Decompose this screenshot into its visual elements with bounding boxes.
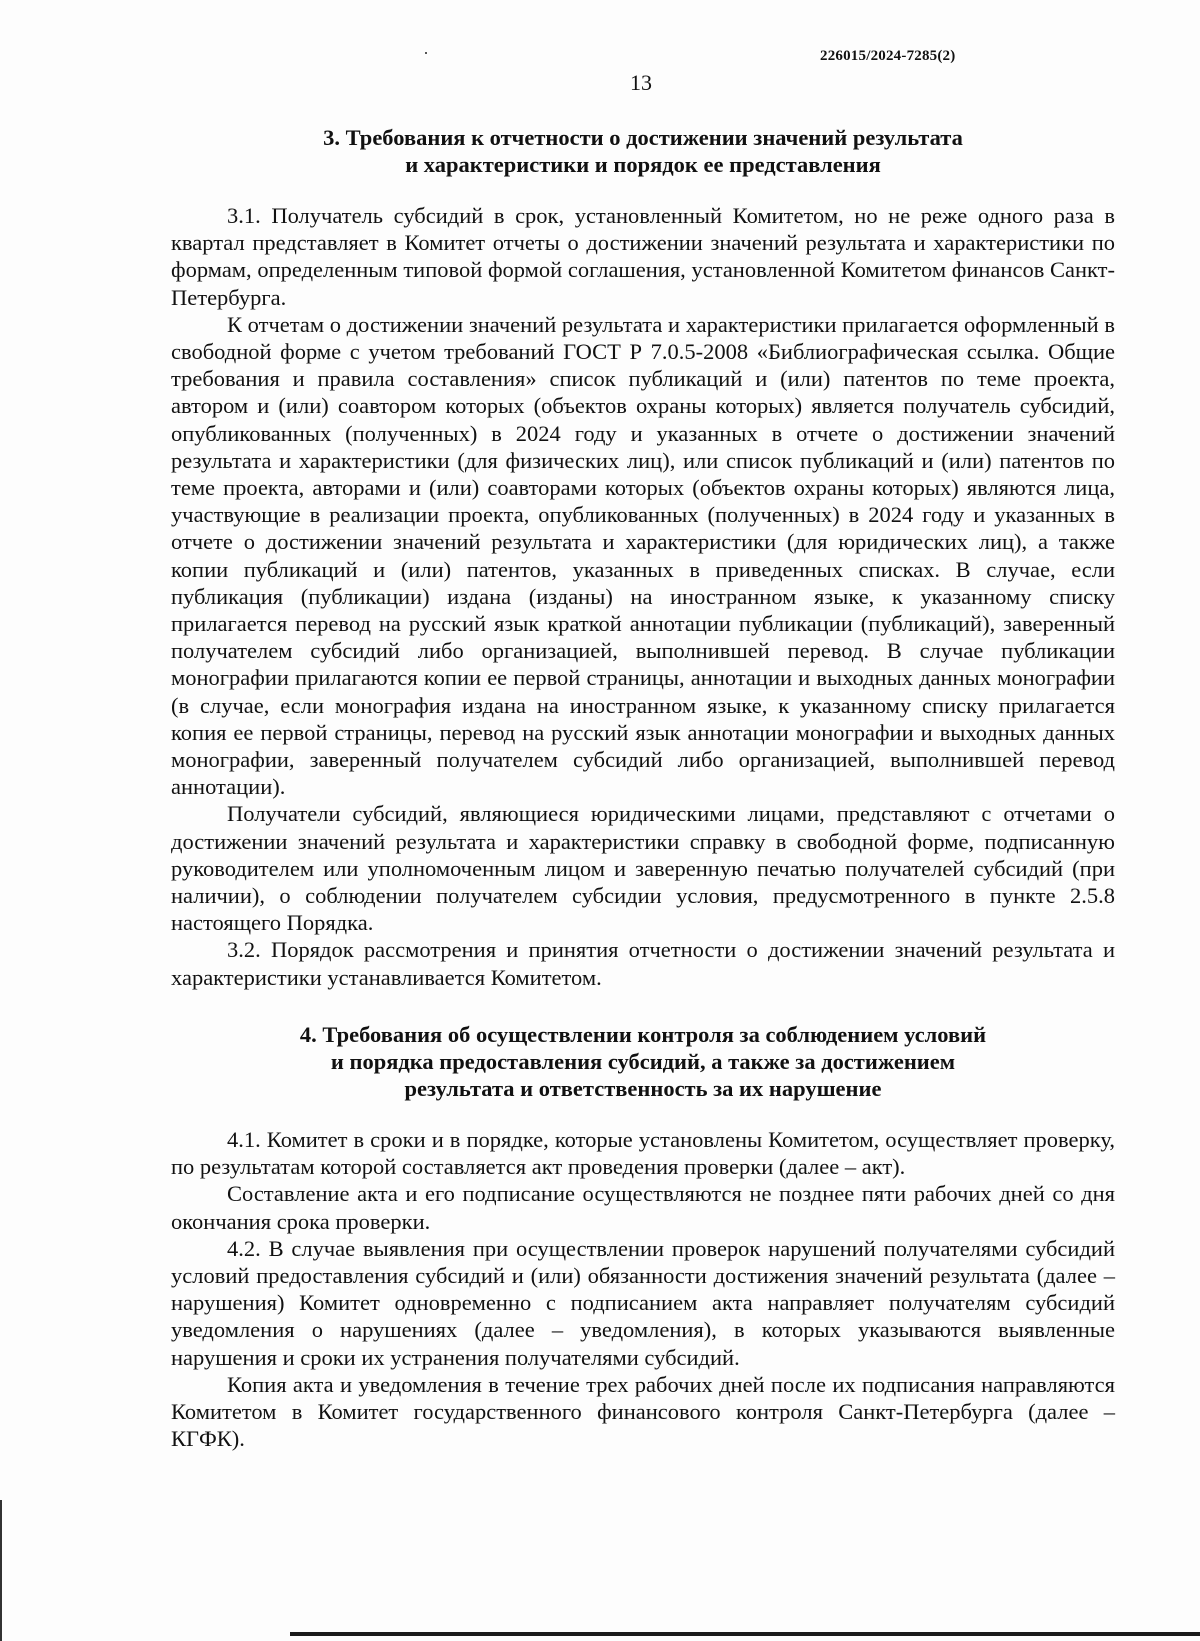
scan-edge-left bbox=[0, 1500, 2, 1641]
paragraph-4-2: 4.2. В случае выявления при осуществлении проверок нарушений получателями субсидий условий предоставления субсидий и (или) обязанности достижения значений результата (далее – нарушения) Комитет одновременно с подписанием акта направляет получателям субсидий уведомления о нарушениях (далее – уведомления), в которых указываются выявленные нарушения и сроки их устранения получателями субсидий. bbox=[171, 1235, 1115, 1370]
paragraph-4-1: 4.1. Комитет в сроки и в порядке, которые установлены Комитетом, осуществляет проверку, по результатам которой составляется акт проведения проверки (далее – акт). bbox=[171, 1126, 1115, 1180]
section-4-title bbox=[171, 1021, 1115, 1102]
section-3-title bbox=[171, 124, 1115, 178]
paragraph-3-1-attachments: К отчетам о достижении значений результата и характеристики прилагается оформленный в свободной форме с учетом требований ГОСТ Р 7.0.5-2008 «Библиографическая ссылка. Общие требования и правила составления» список публикаций и (или) патентов по теме проекта, автором и (или) соавтором которых (объектов охраны которых) является получатель субсидий, опубликованных (полученных) в 2024 году и указанных в отчете о достижении значений результата и характеристики (для физических лиц), или список публикаций и (или) патентов по теме проекта, авторами и (или) соавторами которых (объектов охраны которых) являются лица, участвующие в реализации проекта, опубликованных (полученных) в 2024 году и указанных в отчете о достижении значений результата и характеристики (для юридических лиц), а также копии публикаций и (или) патентов, указанных в приведенных списках. В случае, если публикация (публикации) издана (изданы) на иностранном языке, к указанному списку прилагается перевод на русский язык краткой аннотации публикации (публикаций), заверенный получателем субсидий либо организацией, выполнившей перевод. В случае публикации монографии прилагаются копии ее первой страницы, аннотации и выходных данных монографии (в случае, если монография издана на иностранном языке, к указанному списку прилагается копия ее первой страницы, перевод на русский язык аннотации монографии и выходных данных монографии, заверенный получателем субсидий либо организацией, выполнившей перевод аннотации). bbox=[171, 311, 1115, 800]
paragraph-3-1: 3.1. Получатель субсидий в срок, установленный Комитетом, но не реже одного раза в квартал представляет в Комитет отчеты о достижении значений результата и характеристики по формам, определенным типовой формой соглашения, установленной Комитетом финансов Санкт-Петербурга. bbox=[171, 203, 1115, 310]
page-number: 13 bbox=[630, 70, 652, 95]
section-4-title-line: 4. Требования об осуществлении контроля за соблюдением условий bbox=[299, 1021, 987, 1047]
document-body bbox=[171, 124, 1115, 1452]
scan-speck bbox=[425, 52, 427, 54]
scan-edge-bottom bbox=[290, 1632, 1200, 1636]
section-4-title-line: и порядка предоставления субсидий, а также за достижением bbox=[330, 1048, 956, 1074]
paragraph-4-2-kgfk: Копия акта и уведомления в течение трех рабочих дней после их подписания направляются Комитетом в Комитет государственного финансового контроля Санкт-Петербурга (далее – КГФК). bbox=[171, 1371, 1115, 1452]
document-registration-number: 226015/2024-7285(2) bbox=[820, 48, 956, 64]
section-3-title-line: и характеристики и порядок ее представления bbox=[405, 152, 881, 177]
section-3-title-line: 3. Требования к отчетности о достижении значений результата bbox=[323, 125, 963, 150]
paragraph-4-1-act-signing: Составление акта и его подписание осуществляются не позднее пяти рабочих дней со дня окончания срока проверки. bbox=[171, 1181, 1115, 1234]
paragraph-3-2: 3.2. Порядок рассмотрения и принятия отчетности о достижении значений результата и характеристики устанавливается Комитетом. bbox=[171, 937, 1115, 990]
paragraph-3-1-legal-entities: Получатели субсидий, являющиеся юридическими лицами, представляют с отчетами о достижении значений результата и характеристики справку в свободной форме, подписанную руководителем или уполномоченным лицом и заверенную печатью получателей субсидий (при наличии), о соблюдении получателем субсидии условия, предусмотренного в пункте 2.5.8 настоящего Порядка. bbox=[171, 801, 1115, 936]
section-4-title-line: результата и ответственность за их нарушение bbox=[404, 1075, 882, 1101]
